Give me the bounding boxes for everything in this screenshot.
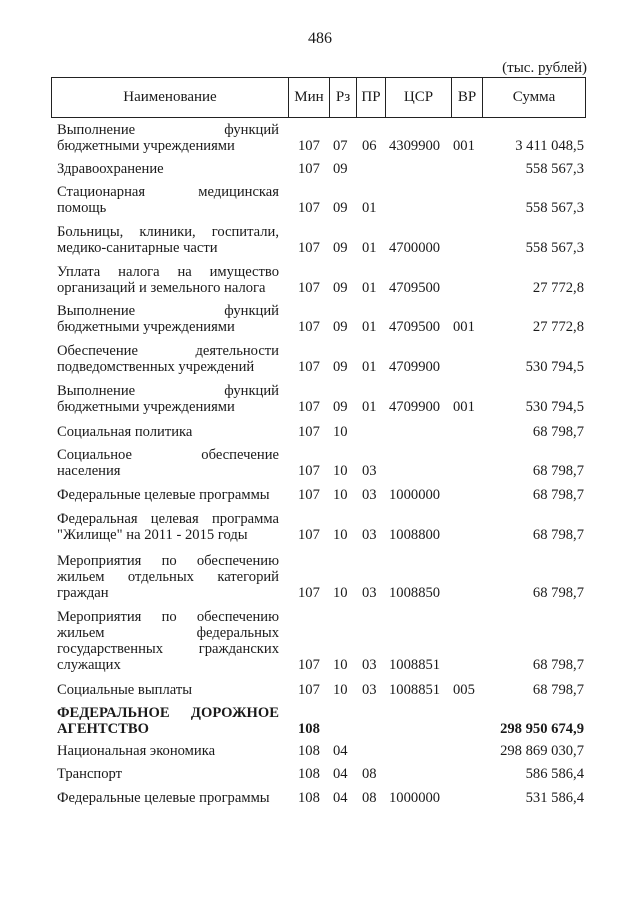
- row-pr: 01: [362, 399, 377, 415]
- row-min: 107: [298, 399, 320, 415]
- row-rz: 10: [333, 424, 348, 440]
- row-min: 107: [298, 424, 320, 440]
- row-csr: 4709900: [389, 359, 441, 375]
- row-rz: 10: [333, 657, 348, 673]
- row-sum: 27 772,8: [532, 280, 584, 296]
- row-pr: 06: [362, 138, 377, 154]
- row-name: Социальная политика: [57, 424, 193, 440]
- row-csr: 1008800: [389, 527, 441, 543]
- row-csr: 1008850: [389, 585, 441, 601]
- row-min: 107: [298, 487, 320, 503]
- header-rz: Рз: [330, 78, 357, 117]
- row-pr: 03: [362, 585, 377, 601]
- row-min: 107: [298, 657, 320, 673]
- row-pr: 01: [362, 280, 377, 296]
- row-pr: 03: [362, 463, 377, 479]
- header-csr: ЦСР: [386, 78, 452, 117]
- row-pr: 08: [362, 766, 377, 782]
- row-sum: 68 798,7: [532, 487, 584, 503]
- row-rz: 10: [333, 487, 348, 503]
- row-name: Стационарная медицинская помощь: [57, 184, 279, 216]
- row-rz: 09: [333, 161, 348, 177]
- row-csr: 1008851: [389, 657, 441, 673]
- row-min: 107: [298, 585, 320, 601]
- row-csr: 4700000: [389, 240, 441, 256]
- row-sum: 68 798,7: [532, 527, 584, 543]
- row-sum: 27 772,8: [532, 319, 584, 335]
- row-min: 107: [298, 319, 320, 335]
- row-pr: 08: [362, 790, 377, 806]
- header-pr: ПР: [357, 78, 386, 117]
- row-sum: 558 567,3: [525, 161, 584, 177]
- row-rz: 09: [333, 319, 348, 335]
- row-name: Уплата налога на имущество организаций и земельного налога: [57, 264, 279, 296]
- row-rz: 09: [333, 240, 348, 256]
- row-name: Мероприятия по обеспечению жильем отдельных категорий граждан: [57, 553, 279, 601]
- row-csr: 1000000: [389, 487, 441, 503]
- row-sum: 68 798,7: [532, 424, 584, 440]
- row-sum: 68 798,7: [532, 682, 584, 698]
- row-min: 107: [298, 240, 320, 256]
- row-name: Социальное обеспечение населения: [57, 447, 279, 479]
- row-name: Выполнение функций бюджетными учреждениями: [57, 383, 279, 415]
- row-csr: 4709900: [389, 399, 441, 415]
- row-sum: 530 794,5: [525, 399, 584, 415]
- row-name: Выполнение функций бюджетными учреждениями: [57, 303, 279, 335]
- row-sum: 3 411 048,5: [515, 138, 584, 154]
- row-name: Обеспечение деятельности подведомственных учреждений: [57, 343, 279, 375]
- row-min: 108: [298, 721, 320, 737]
- row-csr: 4709500: [389, 319, 441, 335]
- row-sum: 68 798,7: [532, 463, 584, 479]
- row-min: 107: [298, 161, 320, 177]
- row-name: Мероприятия по обеспечению жильем федеральных государственных гражданских служащих: [57, 609, 279, 673]
- row-csr: 4309900: [389, 138, 441, 154]
- row-sum: 586 586,4: [525, 766, 584, 782]
- row-rz: 07: [333, 138, 348, 154]
- row-vr: 005: [453, 682, 475, 698]
- row-name: Больницы, клиники, госпитали, медико-санитарные части: [57, 224, 279, 256]
- row-min: 108: [298, 790, 320, 806]
- row-name: Транспорт: [57, 766, 123, 782]
- row-pr: 01: [362, 200, 377, 216]
- row-pr: 03: [362, 487, 377, 503]
- row-sum: 530 794,5: [525, 359, 584, 375]
- row-csr: 1008851: [389, 682, 441, 698]
- row-min: 107: [298, 280, 320, 296]
- row-min: 107: [298, 200, 320, 216]
- units-label: (тыс. рублей): [502, 60, 587, 76]
- row-rz: 09: [333, 359, 348, 375]
- row-name: Федеральная целевая программа "Жилище" на 2011 - 2015 годы: [57, 511, 279, 543]
- row-sum: 298 869 030,7: [500, 743, 584, 759]
- row-rz: 09: [333, 399, 348, 415]
- row-rz: 04: [333, 766, 348, 782]
- header-name: Наименование: [52, 78, 289, 117]
- row-name: Социальные выплаты: [57, 682, 193, 698]
- row-min: 107: [298, 463, 320, 479]
- row-sum: 298 950 674,9: [500, 721, 584, 737]
- row-name: ФЕДЕРАЛЬНОЕ ДОРОЖНОЕ АГЕНТСТВО: [57, 705, 279, 737]
- row-sum: 531 586,4: [525, 790, 584, 806]
- row-pr: 01: [362, 359, 377, 375]
- row-name: Федеральные целевые программы: [57, 790, 270, 806]
- row-name: Здравоохранение: [57, 161, 164, 177]
- row-vr: 001: [453, 138, 475, 154]
- row-sum: 558 567,3: [525, 240, 584, 256]
- row-rz: 10: [333, 682, 348, 698]
- row-sum: 558 567,3: [525, 200, 584, 216]
- row-min: 107: [298, 138, 320, 154]
- page-number: 486: [308, 30, 332, 47]
- row-rz: 10: [333, 527, 348, 543]
- header-vr: ВР: [452, 78, 483, 117]
- row-name: Национальная экономика: [57, 743, 216, 759]
- row-min: 107: [298, 359, 320, 375]
- row-sum: 68 798,7: [532, 585, 584, 601]
- row-name: Выполнение функций бюджетными учреждениями: [57, 122, 279, 154]
- row-rz: 09: [333, 200, 348, 216]
- row-pr: 03: [362, 682, 377, 698]
- row-csr: 1000000: [389, 790, 441, 806]
- row-min: 107: [298, 682, 320, 698]
- row-vr: 001: [453, 399, 475, 415]
- row-rz: 09: [333, 280, 348, 296]
- row-min: 108: [298, 743, 320, 759]
- row-pr: 01: [362, 319, 377, 335]
- row-min: 108: [298, 766, 320, 782]
- row-csr: 4709500: [389, 280, 441, 296]
- row-pr: 03: [362, 527, 377, 543]
- header-min: Мин: [289, 78, 330, 117]
- row-pr: 01: [362, 240, 377, 256]
- row-rz: 04: [333, 790, 348, 806]
- row-vr: 001: [453, 319, 475, 335]
- row-name: Федеральные целевые программы: [57, 487, 270, 503]
- row-pr: 03: [362, 657, 377, 673]
- row-rz: 04: [333, 743, 348, 759]
- row-sum: 68 798,7: [532, 657, 584, 673]
- row-rz: 10: [333, 585, 348, 601]
- row-min: 107: [298, 527, 320, 543]
- header-sum: Сумма: [512, 89, 556, 105]
- row-rz: 10: [333, 463, 348, 479]
